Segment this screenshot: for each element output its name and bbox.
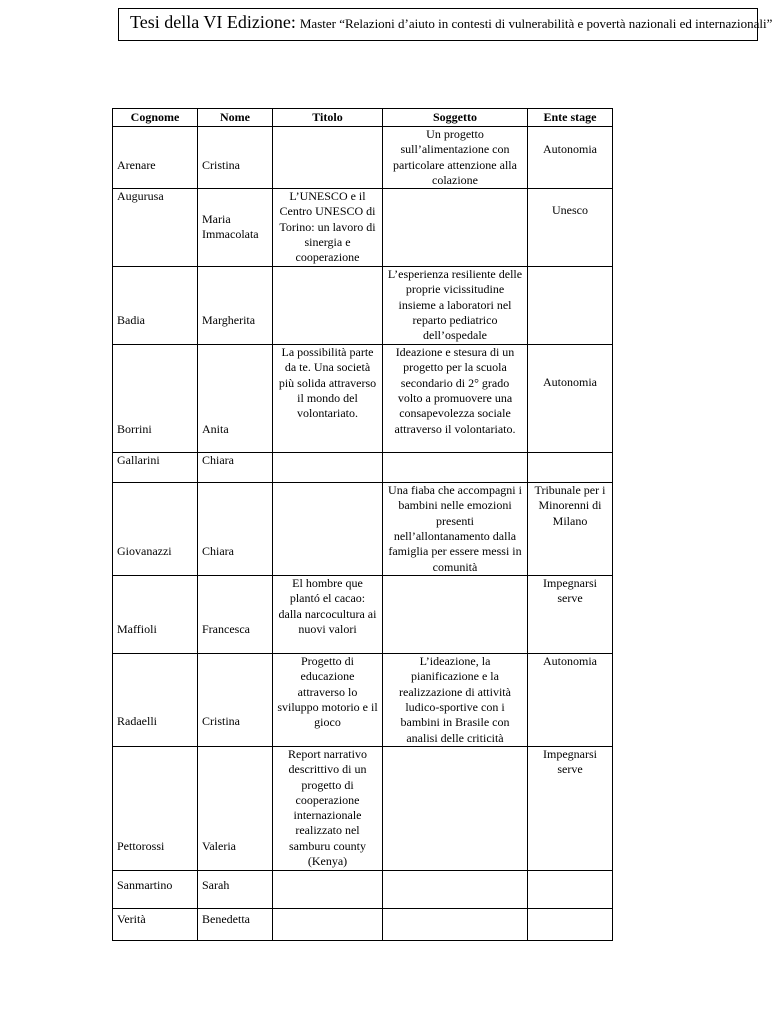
cell-ente-stage <box>528 267 613 345</box>
cell-titolo <box>273 908 383 940</box>
table-row <box>113 127 613 189</box>
cell-nome: Benedetta <box>198 908 273 940</box>
cell-ente-stage: Impegnarsi serve <box>528 746 613 870</box>
cell-titolo <box>273 267 383 345</box>
cell-soggetto: L’ideazione, la pianificazione e la realizzazione di attività ludico-sportive con i bambini in Brasile con analisi delle criticità <box>383 654 528 747</box>
cell-cognome: Badia <box>113 267 198 345</box>
cell-nome: Chiara <box>198 453 273 483</box>
cell-cognome: Gallarini <box>113 453 198 483</box>
table-header-row <box>113 109 613 127</box>
cell-cognome: Arenare <box>113 127 198 189</box>
cell-nome: Francesca <box>198 576 273 654</box>
table-row <box>113 908 613 940</box>
column-header-titolo: Titolo <box>273 109 383 127</box>
cell-cognome: Pettorossi <box>113 746 198 870</box>
cell-nome: Sarah <box>198 870 273 908</box>
cell-titolo: El hombre que plantó el cacao: dalla narcocultura ai nuovi valori <box>273 576 383 654</box>
cell-titolo: Report narrativo descrittivo di un progetto di cooperazione internazionale realizzato nel samburu county (Kenya) <box>273 746 383 870</box>
cell-ente-stage: Unesco <box>528 189 613 267</box>
header-subtitle: Master “Relazioni d’aiuto in contesti di vulnerabilità e povertà nazionali ed internazionali” <box>299 16 772 31</box>
table-row <box>113 746 613 870</box>
cell-ente-stage: Autonomia <box>528 345 613 453</box>
cell-nome: Cristina <box>198 654 273 747</box>
table-row <box>113 654 613 747</box>
column-header-ente-stage: Ente stage <box>528 109 613 127</box>
cell-titolo <box>273 870 383 908</box>
cell-cognome: Borrini <box>113 345 198 453</box>
cell-soggetto: L’esperienza resiliente delle proprie vicissitudine insieme a laboratori nel reparto pediatrico dell’ospedale <box>383 267 528 345</box>
table-row <box>113 189 613 267</box>
table-row <box>113 453 613 483</box>
cell-ente-stage: Autonomia <box>528 127 613 189</box>
cell-nome: Chiara <box>198 483 273 576</box>
cell-titolo: La possibilità parte da te. Una società più solida attraverso il mondo del volontariato. <box>273 345 383 453</box>
cell-cognome: Augurusa <box>113 189 198 267</box>
cell-ente-stage: Autonomia <box>528 654 613 747</box>
cell-titolo <box>273 483 383 576</box>
table-row <box>113 483 613 576</box>
header-title: Tesi della VI Edizione: <box>130 12 296 32</box>
cell-ente-stage <box>528 870 613 908</box>
column-header-nome: Nome <box>198 109 273 127</box>
cell-titolo: Progetto di educazione attraverso lo sviluppo motorio e il gioco <box>273 654 383 747</box>
thesis-table <box>112 108 613 941</box>
cell-soggetto: Un progetto sull’alimentazione con particolare attenzione alla colazione <box>383 127 528 189</box>
cell-soggetto: Ideazione e stesura di un progetto per la scuola secondario di 2° grado volto a promuovere una consapevolezza sociale attraverso il volontariato. <box>383 345 528 453</box>
table-row <box>113 345 613 453</box>
cell-nome: Anita <box>198 345 273 453</box>
cell-titolo: L’UNESCO e il Centro UNESCO di Torino: un lavoro di sinergia e cooperazione <box>273 189 383 267</box>
cell-soggetto <box>383 746 528 870</box>
cell-soggetto <box>383 908 528 940</box>
cell-soggetto <box>383 189 528 267</box>
column-header-soggetto: Soggetto <box>383 109 528 127</box>
cell-soggetto: Una fiaba che accompagni i bambini nelle emozioni presenti nell’allontanamento dalla famiglia per essere messi in comunità <box>383 483 528 576</box>
cell-ente-stage: Tribunale per i Minorenni di Milano <box>528 483 613 576</box>
cell-cognome: Giovanazzi <box>113 483 198 576</box>
table-row <box>113 267 613 345</box>
cell-ente-stage <box>528 453 613 483</box>
cell-cognome: Sanmartino <box>113 870 198 908</box>
cell-cognome: Maffioli <box>113 576 198 654</box>
cell-nome: Valeria <box>198 746 273 870</box>
cell-nome: Maria Immacolata <box>198 189 273 267</box>
cell-soggetto <box>383 576 528 654</box>
cell-ente-stage: Impegnarsi serve <box>528 576 613 654</box>
cell-nome: Cristina <box>198 127 273 189</box>
cell-nome: Margherita <box>198 267 273 345</box>
cell-titolo <box>273 127 383 189</box>
column-header-cognome: Cognome <box>113 109 198 127</box>
table-row <box>113 870 613 908</box>
cell-cognome: Verità <box>113 908 198 940</box>
document-header <box>118 8 772 41</box>
cell-titolo <box>273 453 383 483</box>
cell-soggetto <box>383 870 528 908</box>
cell-soggetto <box>383 453 528 483</box>
cell-ente-stage <box>528 908 613 940</box>
table-row <box>113 576 613 654</box>
cell-cognome: Radaelli <box>113 654 198 747</box>
